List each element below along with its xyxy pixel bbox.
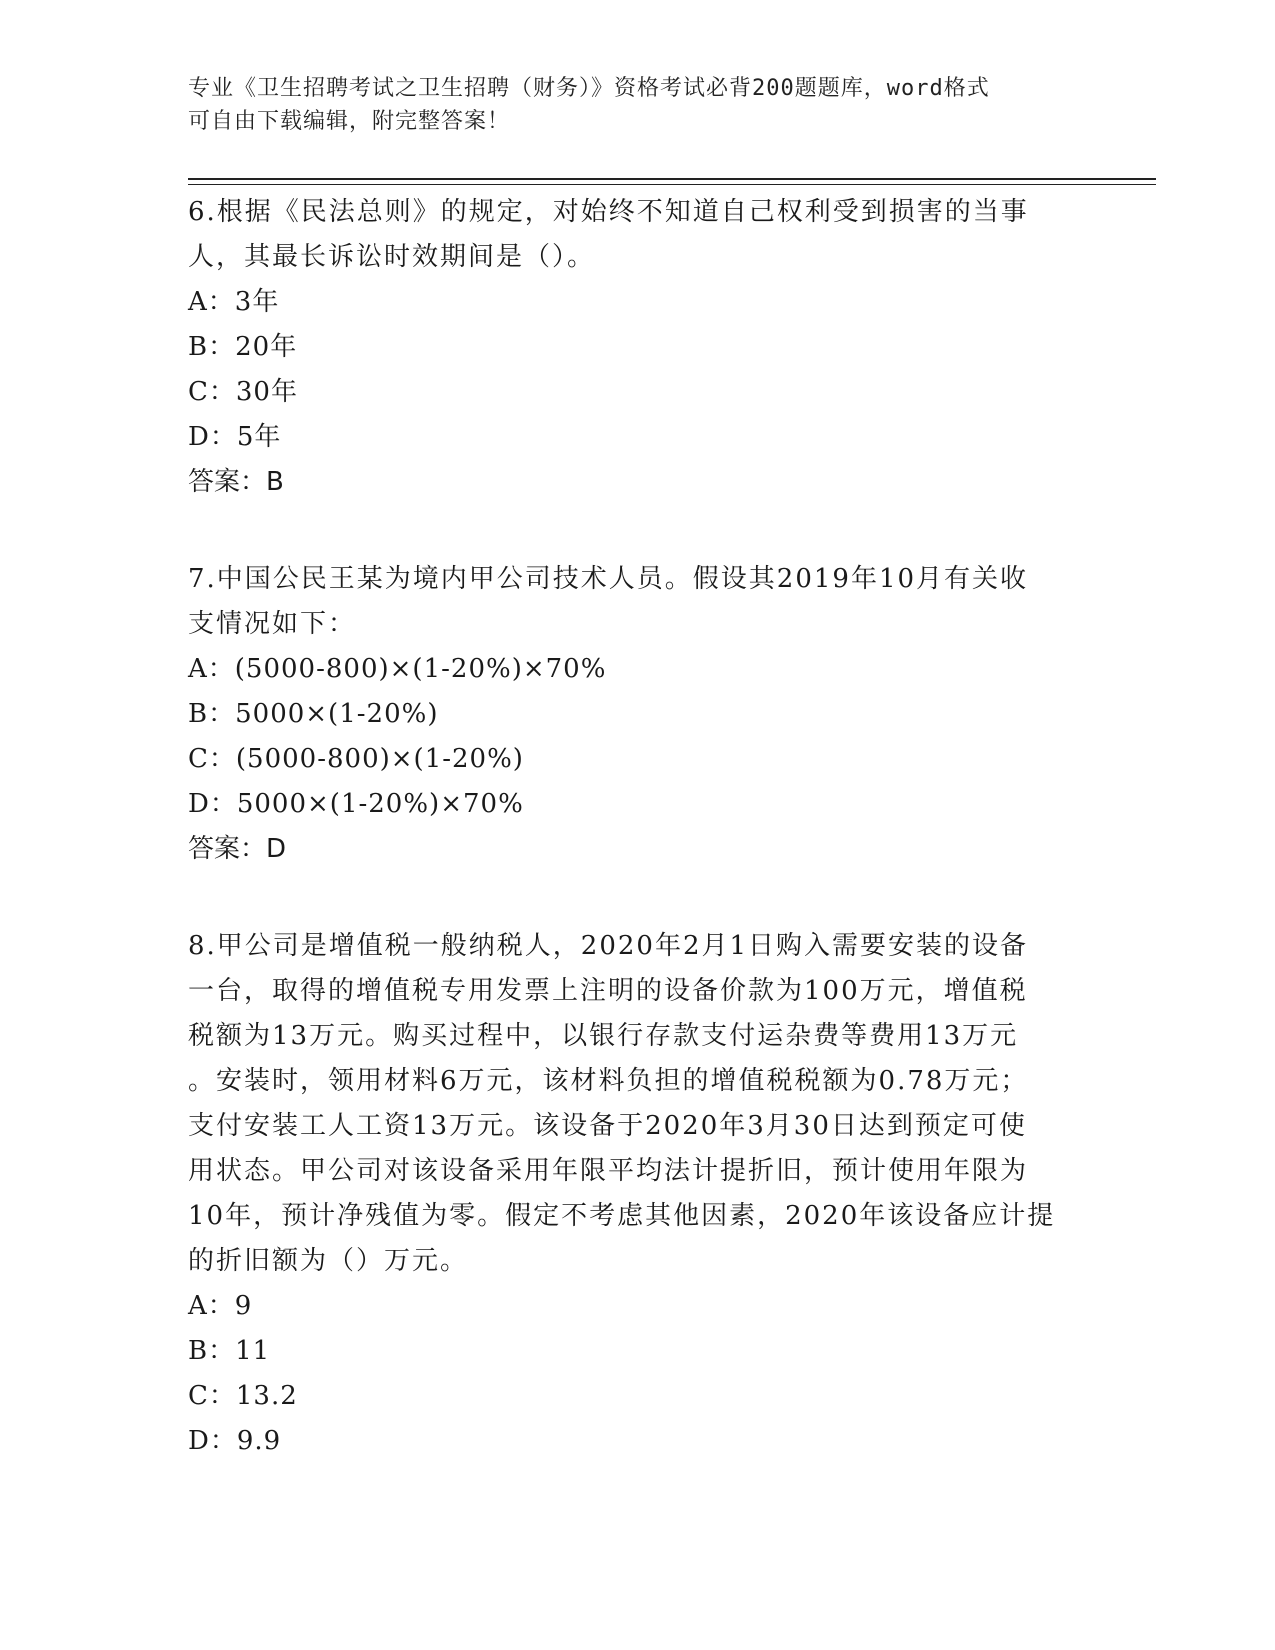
question-stem-line: 支情况如下： [188, 609, 357, 639]
question-stem-line: 人，其最长诉讼时效期间是（）。 [188, 242, 596, 272]
question-stem-line: 6.根据《民法总则》的规定，对始终不知道自己权利受到损害的当事 [188, 197, 1029, 227]
question-stem-line: 用状态。甲公司对该设备采用年限平均法计提折旧，预计使用年限为 [188, 1156, 1029, 1186]
option-c: C：30年 [188, 377, 298, 407]
question-list [188, 190, 1078, 1464]
spacer [188, 872, 1078, 924]
option-a: A：3年 [188, 287, 280, 317]
header-line-1: 专业《卫生招聘考试之卫生招聘（财务）》资格考试必背200题题库，word格式 [188, 76, 990, 101]
option-d: D：5000×(1-20%)×70% [188, 789, 524, 819]
option-b: B：20年 [188, 332, 298, 362]
option-c: C：13.2 [188, 1381, 298, 1411]
question-stem-line: 的折旧额为（）万元。 [188, 1246, 469, 1276]
question-8 [188, 924, 1078, 1464]
question-stem-line: 7.中国公民王某为境内甲公司技术人员。假设其2019年10月有关收 [188, 564, 1029, 594]
question-6 [188, 190, 1078, 505]
option-b: B：5000×(1-20%) [188, 699, 439, 729]
header-divider-thick [188, 178, 1156, 180]
question-stem-line: 税额为13万元。购买过程中，以银行存款支付运杂费等费用13万元 [188, 1021, 1019, 1051]
option-c: C：(5000-800)×(1-20%) [188, 744, 524, 774]
question-stem-line: 10年，预计净残值为零。假定不考虑其他因素，2020年该设备应计提 [188, 1201, 1056, 1231]
option-d: D：5年 [188, 422, 282, 452]
question-stem-line: 。安装时，领用材料6万元，该材料负担的增值税税额为0.78万元； [188, 1066, 1029, 1096]
document-header [188, 72, 1068, 138]
question-stem-line: 支付安装工人工资13万元。该设备于2020年3月30日达到预定可使 [188, 1111, 1027, 1141]
header-divider-thin [188, 184, 1156, 185]
spacer [188, 505, 1078, 557]
question-7 [188, 557, 1078, 872]
answer: 答案：D [188, 834, 287, 864]
option-b: B：11 [188, 1336, 271, 1366]
answer: 答案：B [188, 467, 284, 497]
question-stem-line: 8.甲公司是增值税一般纳税人，2020年2月1日购入需要安装的设备 [188, 931, 1029, 961]
option-a: A：(5000-800)×(1-20%)×70% [188, 654, 607, 684]
option-d: D：9.9 [188, 1426, 282, 1456]
option-a: A：9 [188, 1291, 253, 1321]
question-stem-line: 一台，取得的增值税专用发票上注明的设备价款为100万元，增值税 [188, 976, 1028, 1006]
header-line-2: 可自由下载编辑，附完整答案！ [188, 109, 511, 134]
